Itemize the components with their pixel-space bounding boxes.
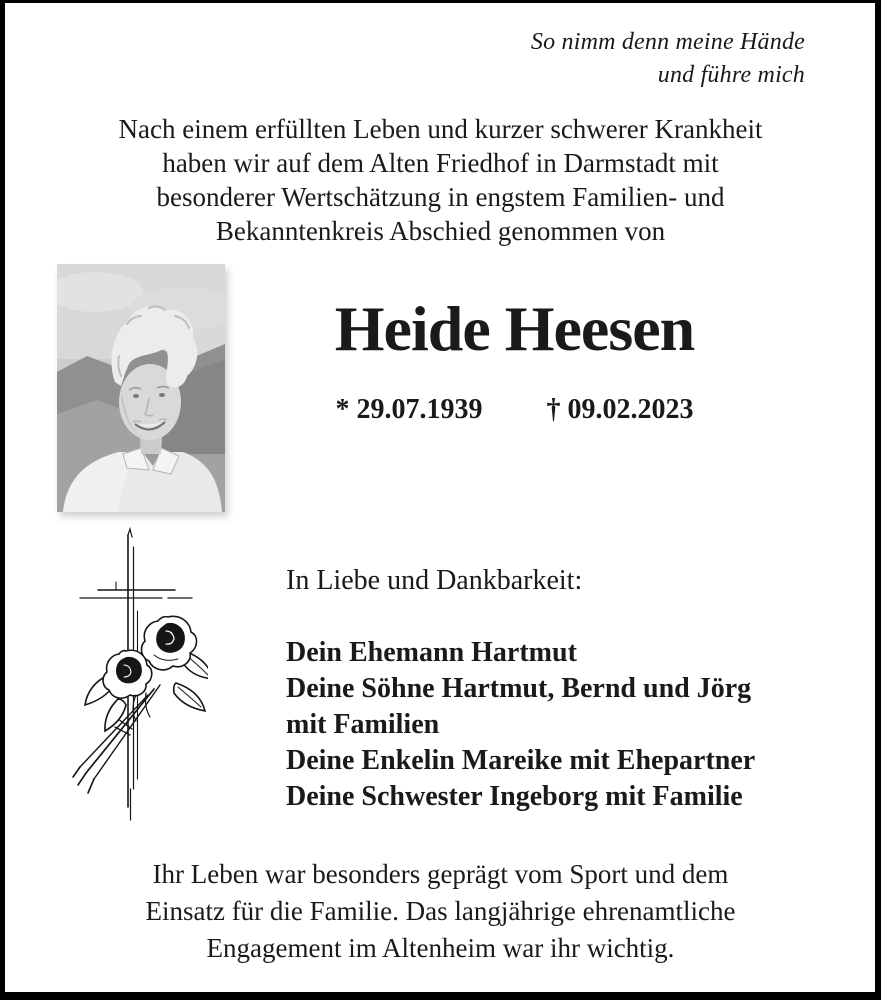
birth-date: * 29.07.1939 — [335, 394, 483, 425]
closing-line-2: Einsatz für die Familie. Das langjährige ehrenamtliche — [145, 896, 736, 926]
mourner-line-5: Deine Schwester Ingeborg mit Familie — [286, 781, 743, 812]
life-dates — [292, 394, 737, 426]
closing-line-1: Ihr Leben war besonders geprägt vom Sport und dem — [152, 859, 729, 889]
intro-paragraph — [0, 112, 881, 248]
mourners-list — [286, 635, 755, 815]
death-date: † 09.02.2023 — [546, 394, 694, 425]
intro-line-1: Nach einem erfüllten Leben und kurzer schwerer Krankheit — [118, 114, 763, 144]
hymn-quote — [531, 26, 805, 92]
mourner-line-3: mit Familien — [286, 709, 440, 740]
hymn-quote-line-2: und führe mich — [657, 62, 805, 88]
mourner-line-1: Dein Ehemann Hartmut — [286, 637, 577, 668]
mourner-line-4: Deine Enkelin Mareike mit Ehepartner — [286, 745, 756, 776]
hymn-quote-line-1: So nimm denn meine Hände — [530, 29, 805, 55]
intro-line-4: Bekanntenkreis Abschied genommen von — [215, 216, 666, 246]
deceased-name: Heide Heesen — [334, 293, 695, 364]
intro-line-2: haben wir auf dem Alten Friedhof in Darmstadt mit — [162, 148, 719, 178]
closing-paragraph — [0, 856, 881, 967]
portrait-photo-graphic — [57, 264, 225, 512]
portrait-photo — [57, 264, 225, 512]
dedication-text: In Liebe und Dankbarkeit: — [286, 565, 583, 596]
closing-line-3: Engagement im Altenheim war ihr wichtig. — [206, 933, 675, 963]
cross-roses-ornament — [58, 527, 208, 827]
intro-line-3: besonderer Wertschätzung in engstem Familien- und — [156, 182, 725, 212]
mourner-line-2: Deine Söhne Hartmut, Bernd und Jörg — [286, 673, 752, 704]
cross-roses-graphic — [58, 527, 208, 827]
